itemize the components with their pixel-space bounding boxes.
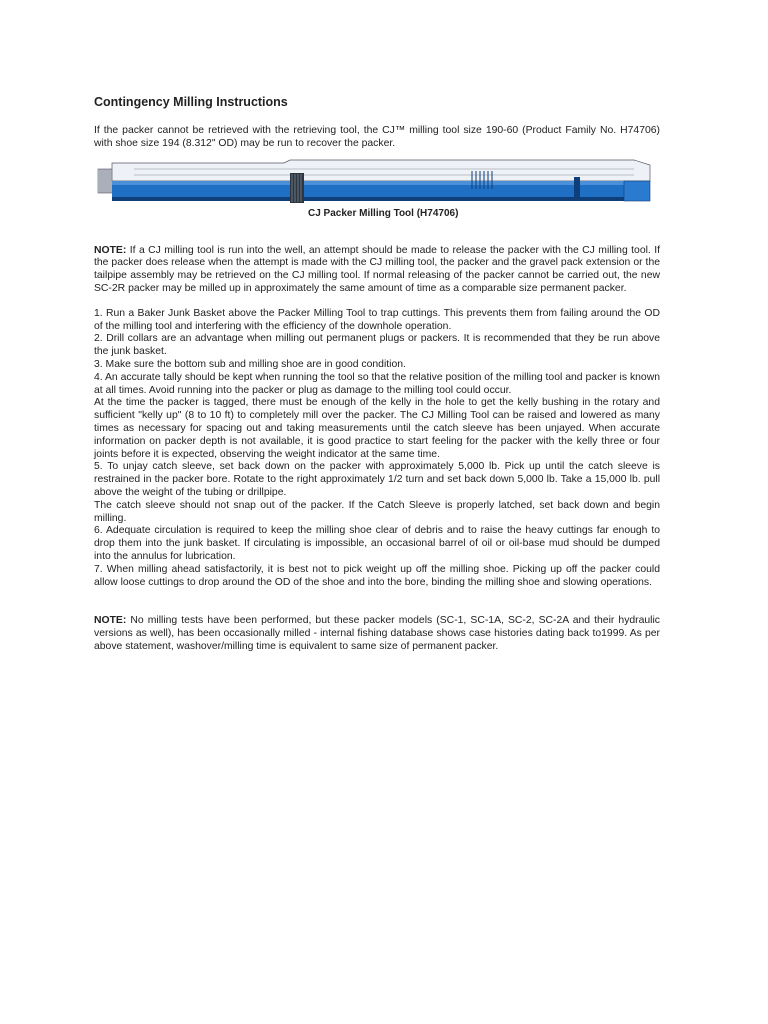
step-item-4-continued: At the time the packer is tagged, there must be enough of the kelly in the hole to get the kelly bushing in the rotary and sufficient "kelly up" (8 to 10 ft) to completely mill over the packer. The CJ Milling Tool can be raised and lowered as many times as necessary for spacing out and taking measurements until the catch sleeve has been unjayed. When accurate information on packer depth is not available, it is good practice to start feeling for the packer with the kelly three or four joints before it is expected, observing the weight indicator at the same time. bbox=[94, 397, 660, 460]
step-item-7: 7. When milling ahead satisfactorily, it is best not to pick weight up off the milling shoe. Picking up off the packer could allow loose cuttings to drop around the OD of the shoe and into the bore, binding the milling shoe and slowing operations. bbox=[94, 563, 660, 588]
step-item-1: 1. Run a Baker Junk Basket above the Packer Milling Tool to trap cuttings. This prevents them from failing around the OD of the milling tool and interfering with the efficiency of the downhole operation. bbox=[94, 307, 660, 332]
figure-caption: CJ Packer Milling Tool (H74706) bbox=[308, 207, 459, 219]
note-label-2: NOTE: bbox=[94, 615, 127, 627]
note-text-1: If a CJ milling tool is run into the well, an attempt should be made to release the packer with the CJ milling tool. If the packer does release when the attempt is made with the CJ milling tool, the packer and the gravel pack extension or the tailpipe assembly may be retrieved on the CJ milling tool. If normal releasing of the packer cannot be carried out, the new SC-2R packer may be milled up in approximately the same amount of time as a comparable size permanent packer. bbox=[94, 244, 660, 294]
milling-tool-drawing bbox=[94, 159, 660, 205]
note-label-1: NOTE: bbox=[94, 244, 127, 256]
step-item-5-continued: The catch sleeve should not snap out of the packer. If the Catch Sleeve is properly latched, set back down and begin milling. bbox=[94, 499, 660, 524]
step-item-2: 2. Drill collars are an advantage when milling out permanent plugs or packers. It is recommended that they be run above the junk basket. bbox=[94, 333, 660, 358]
page-title: Contingency Milling Instructions bbox=[94, 95, 288, 109]
step-item-4: 4. An accurate tally should be kept when running the tool so that the relative position of the milling tool and packer is known at all times. Avoid running into the packer or plug as damage to the milling tool could occur. bbox=[94, 371, 660, 396]
tool-figure bbox=[94, 159, 660, 233]
step-item-5: 5. To unjay catch sleeve, set back down on the packer with approximately 5,000 lb. Pick up until the catch sleeve is restrained in the packer bore. Rotate to the right approximately 1/2 turn and set back down 5,000 lb. Take a 15,000 lb. pull above the weight of the tubing or drillpipe. bbox=[94, 461, 660, 498]
step-item-6: 6. Adequate circulation is required to keep the milling shoe clear of debris and to raise the heavy cuttings far enough to drop them into the junk basket. If circulating is impossible, an occasional barrel of oil or oil-base mud should be dumped into the annulus for lubrication. bbox=[94, 525, 660, 562]
note-paragraph-1 bbox=[94, 245, 660, 296]
document-content bbox=[94, 95, 660, 654]
step-item-3: 3. Make sure the bottom sub and milling shoe are in good condition. bbox=[94, 358, 406, 370]
note-paragraph-2 bbox=[94, 615, 660, 653]
intro-paragraph: If the packer cannot be retrieved with the retrieving tool, the CJ™ milling tool size 190-60 (Product Family No. H74706) with shoe size 194 (8.312" OD) may be run to recover the packer. bbox=[94, 125, 660, 149]
note-text-2: No milling tests have been performed, but these packer models (SC-1, SC-1A, SC-2, SC-2A and their hydraulic versions as well), has been occasionally milled - internal fishing database shows case histories dating back to1999. As per above statement, washover/milling time is equivalent to same size of permanent packer. bbox=[94, 615, 660, 652]
